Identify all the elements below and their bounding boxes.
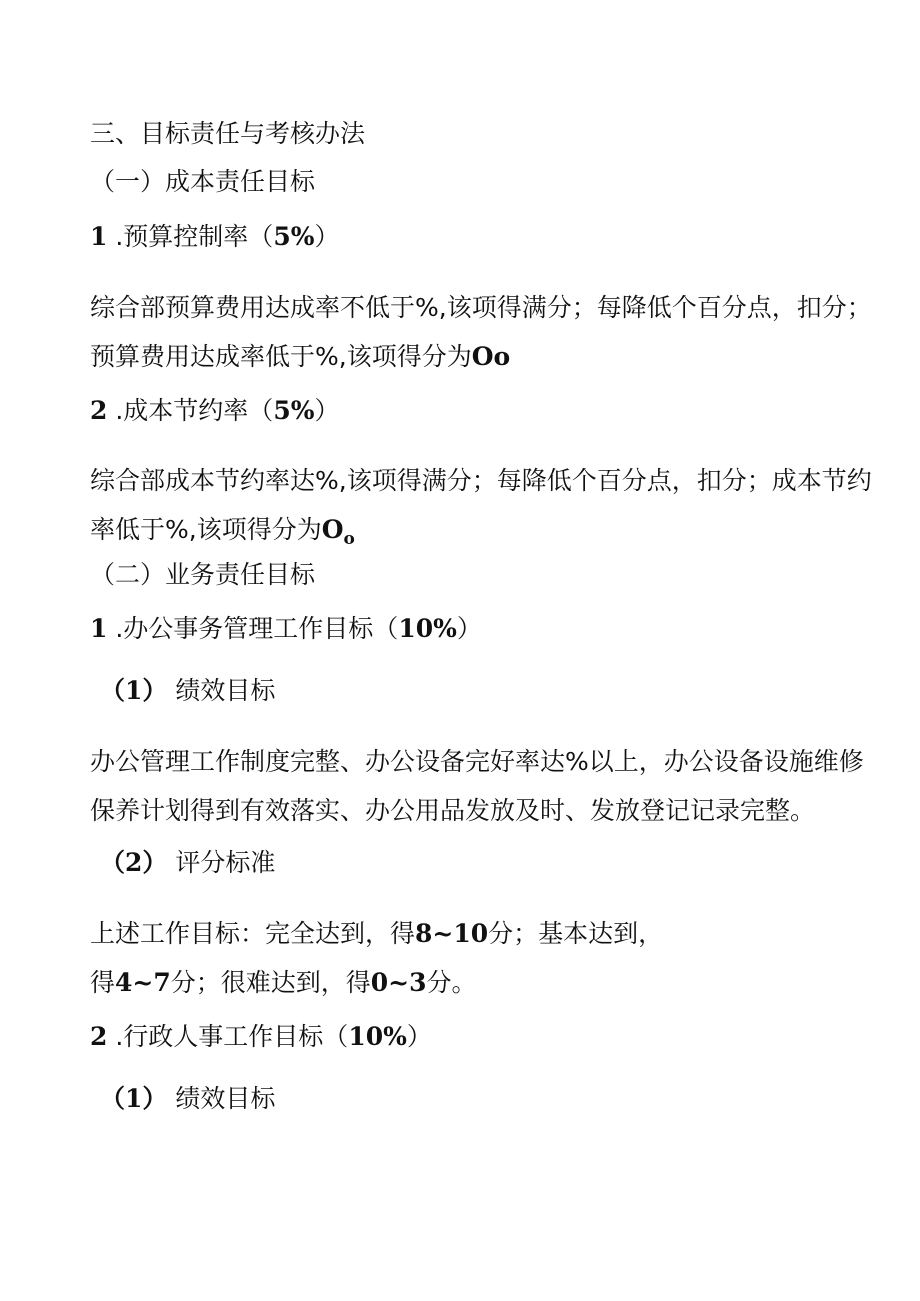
item-2-title: .成本节约率（ [115,396,274,425]
para-1-line-1: 综合部预算费用达成率不低于%,该项得满分；每降低个百分点，扣分； [90,293,872,322]
para-1-line-2-text: 预算费用达成率低于%,该项得分为 [90,342,472,371]
para-3-line-2: 保养计划得到有效落实、办公用品发放及时、发放登记记录完整。 [90,796,816,825]
para-4-line-2-a: 得 [90,968,116,997]
para-2-line-2-text: 率低于%,该项得分为 [90,515,322,544]
sub-2-heading [100,847,275,879]
sub-2-title: 评分标准 [175,848,276,877]
sub-1-number: （1） [100,676,168,705]
para-4-line-1-a: 上述工作目标：完全达到，得 [90,919,416,948]
item-1-close: ） [314,222,340,251]
item-4-title: .行政人事工作目标（ [115,1022,349,1051]
item-3-title: .办公事务管理工作目标（ [115,614,399,643]
item-4-close: ） [406,1022,432,1051]
para-2-line-2-end-o: o [343,529,355,549]
sub-1-heading [100,675,275,707]
item-1-title: .预算控制率（ [115,222,274,251]
item-4-percent: 10% [348,1022,407,1051]
item-2-number: 2 [90,396,108,425]
para-4-line-1-score: 8~10 [415,919,489,948]
para-4-line-1 [90,918,663,950]
para-1-line-2 [90,341,510,373]
item-1-number: 1 [90,222,108,251]
sub-2-number: （2） [100,848,168,877]
item-4-number: 2 [90,1022,108,1051]
para-4-line-2-score-1: 4~7 [115,968,171,997]
para-2-line-2 [90,514,355,555]
part-2-title: （二）业务责任目标 [90,560,316,589]
para-3-line-1: 办公管理工作制度完整、办公设备完好率达%以上，办公设备设施维修 [90,747,864,776]
item-1-heading [90,221,339,253]
sub-1-title: 绩效目标 [175,676,276,705]
item-3-heading [90,613,482,645]
sub-3-heading [100,1083,275,1115]
item-1-percent: 5% [273,222,315,251]
sub-3-number: （1） [100,1084,168,1113]
item-4-heading [90,1021,432,1053]
part-1-title: （一）成本责任目标 [90,167,316,196]
item-3-number: 1 [90,614,108,643]
sub-3-title: 绩效目标 [175,1084,276,1113]
para-4-line-2 [90,967,477,999]
item-2-percent: 5% [273,396,315,425]
item-2-close: ） [314,396,340,425]
para-2-line-1: 综合部成本节约率达%,该项得满分；每降低个百分点，扣分；成本节约 [90,466,872,495]
para-1-line-2-end: Oo [471,342,511,371]
para-4-line-2-c: 分。 [426,968,477,997]
section-3-title: 三、目标责任与考核办法 [90,119,366,148]
para-4-line-2-score-2: 0~3 [370,968,427,997]
item-3-percent: 10% [398,614,457,643]
item-3-close: ） [456,614,482,643]
item-2-heading [90,395,339,427]
para-4-line-2-b: 分；很难达到，得 [170,968,371,997]
para-4-line-1-b: 分；基本达到， [488,919,664,948]
para-2-line-2-end-O: O [321,515,344,544]
